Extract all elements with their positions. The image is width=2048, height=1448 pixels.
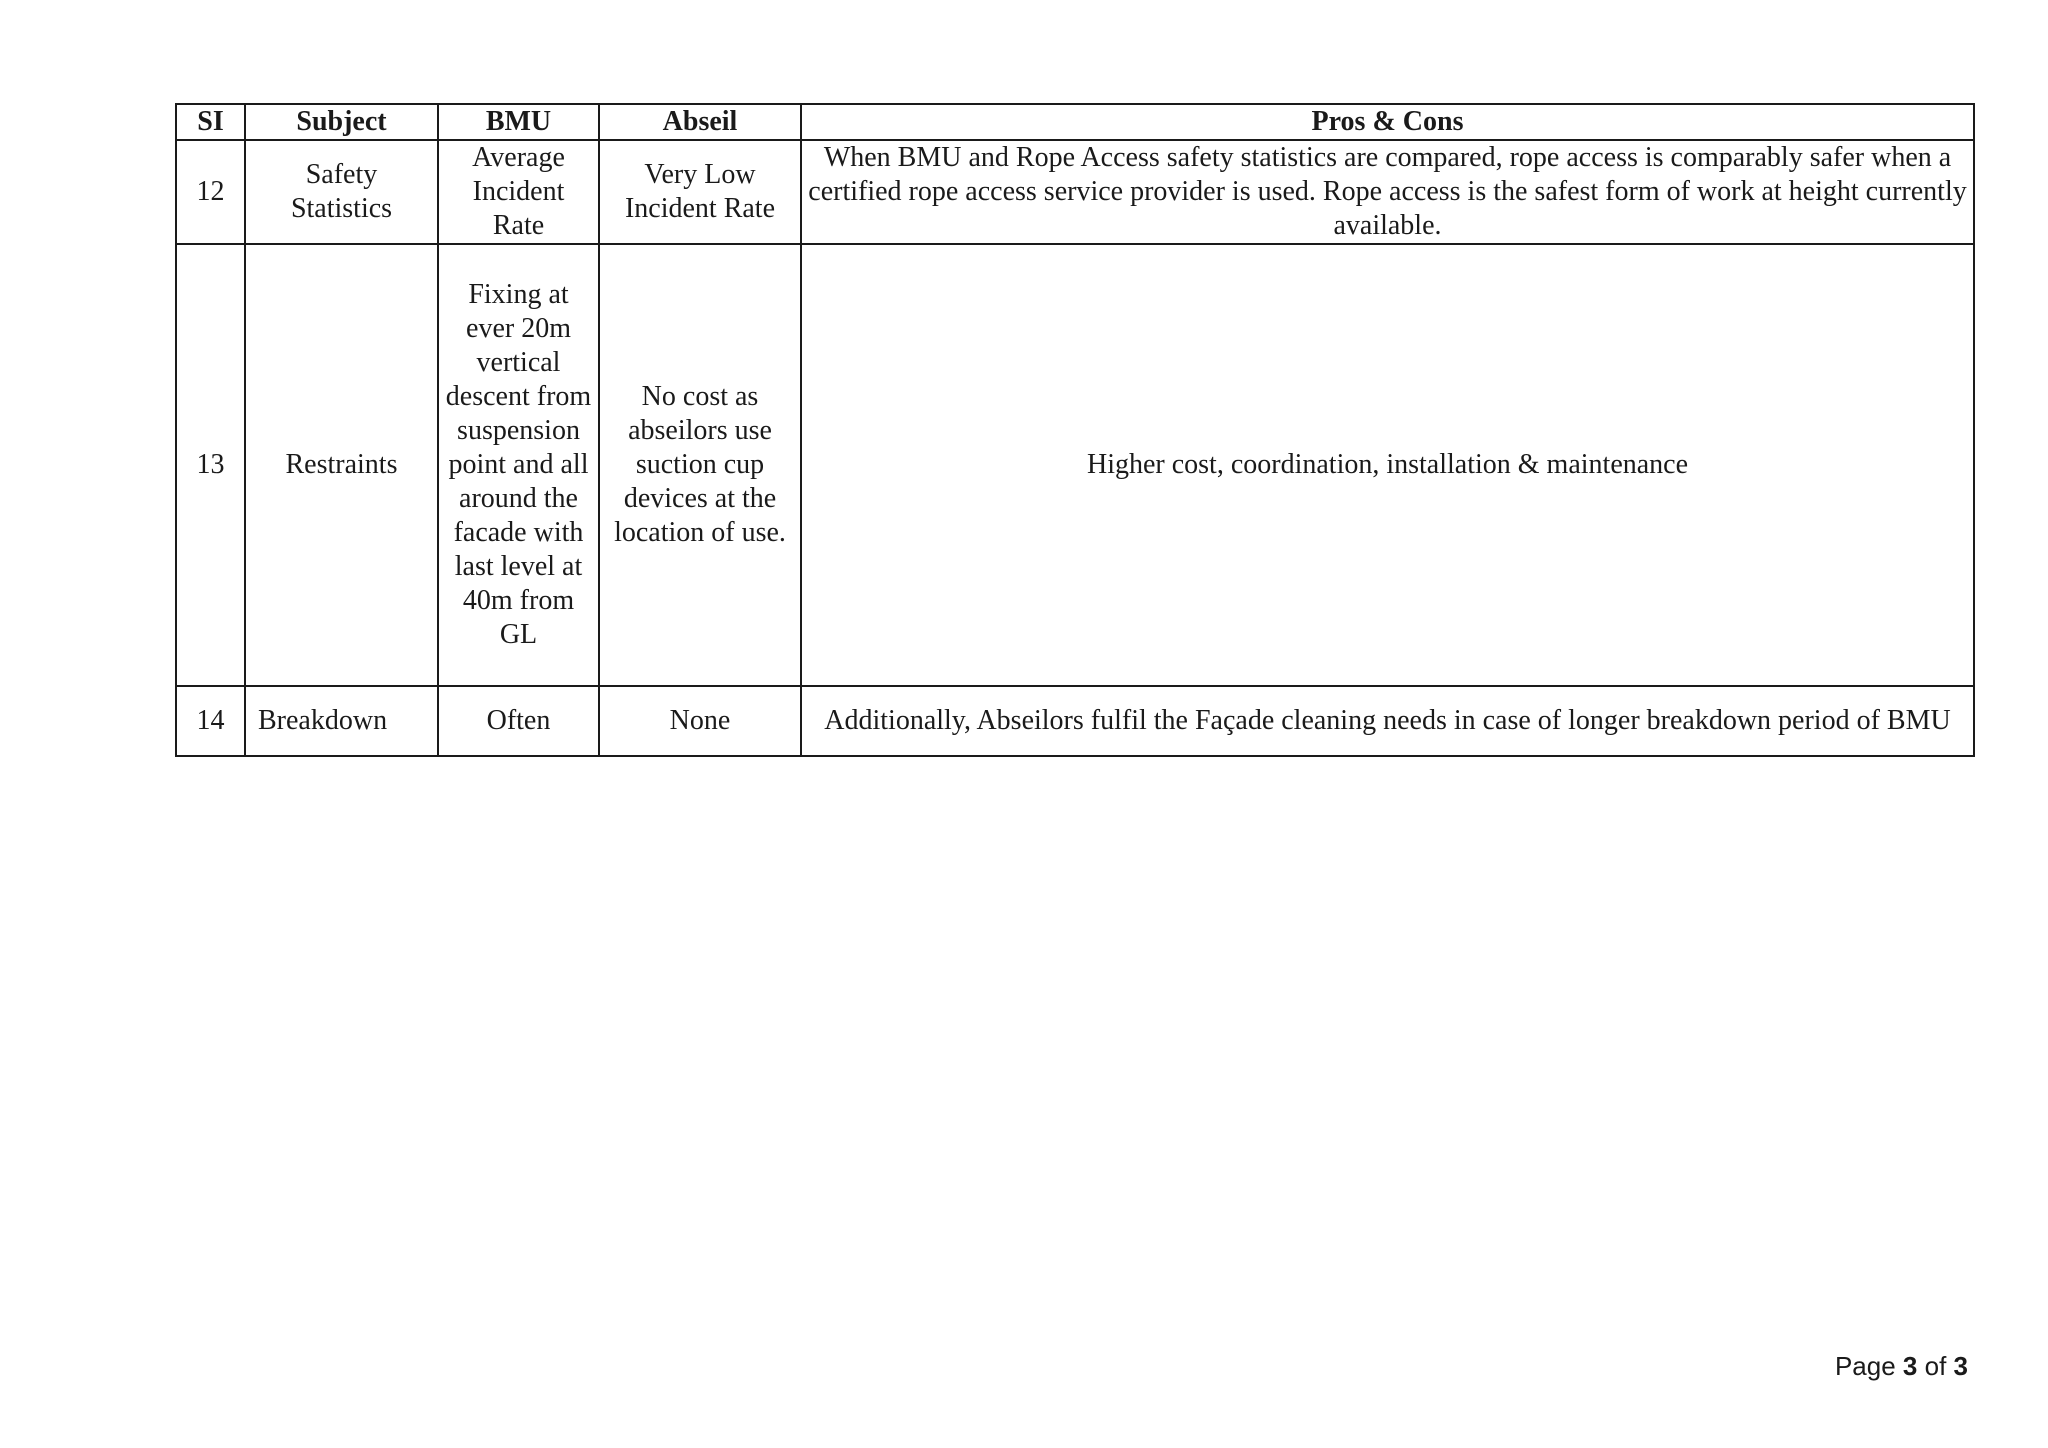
- cell-bmu: Average Incident Rate: [438, 140, 599, 244]
- page-number-footer: [1835, 1351, 1968, 1382]
- cell-si: 14: [176, 686, 245, 756]
- header-abseil: Abseil: [599, 104, 801, 140]
- cell-subject: Restraints: [245, 244, 438, 686]
- header-bmu: BMU: [438, 104, 599, 140]
- cell-subject: Breakdown: [245, 686, 438, 756]
- header-subject: Subject: [245, 104, 438, 140]
- cell-subject: Safety Statistics: [245, 140, 438, 244]
- cell-si: 12: [176, 140, 245, 244]
- header-pros-cons: Pros & Cons: [801, 104, 1974, 140]
- cell-abseil: None: [599, 686, 801, 756]
- comparison-table: [175, 103, 1975, 757]
- table-row: [176, 686, 1974, 756]
- table-row: [176, 244, 1974, 686]
- cell-pros-cons: Additionally, Abseilors fulfil the Façade cleaning needs in case of longer breakdown period of BMU: [801, 686, 1974, 756]
- cell-pros-cons: When BMU and Rope Access safety statistics are compared, rope access is comparably safer when a certified rope access service provider is used. Rope access is the safest form of work at height currently available.: [801, 140, 1974, 244]
- cell-si: 13: [176, 244, 245, 686]
- of-label: of: [1924, 1351, 1947, 1381]
- cell-bmu: Often: [438, 686, 599, 756]
- total-pages-number: 3: [1953, 1351, 1968, 1381]
- current-page-number: 3: [1902, 1351, 1918, 1381]
- page-label: Page: [1834, 1351, 1896, 1381]
- cell-abseil: No cost as abseilors use suction cup devices at the location of use.: [599, 244, 801, 686]
- table-header-row: [176, 104, 1974, 140]
- header-si: SI: [176, 104, 245, 140]
- cell-abseil: Very Low Incident Rate: [599, 140, 801, 244]
- cell-bmu: Fixing at ever 20m vertical descent from suspension point and all around the facade with last level at 40m from GL: [438, 244, 599, 686]
- cell-pros-cons: Higher cost, coordination, installation & maintenance: [801, 244, 1974, 686]
- table-row: [176, 140, 1974, 244]
